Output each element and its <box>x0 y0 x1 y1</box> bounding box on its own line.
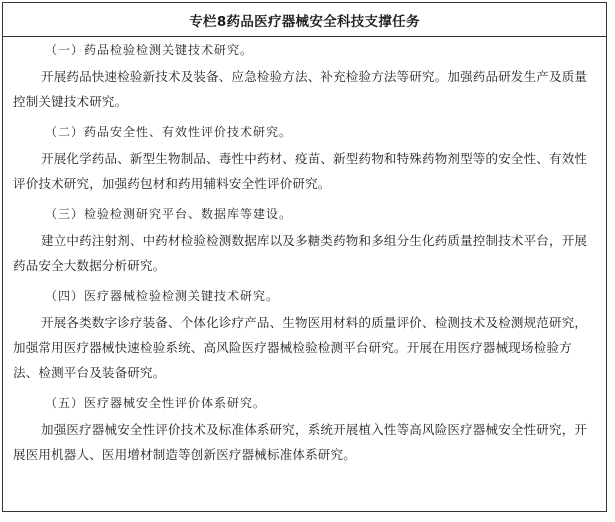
paragraph-line: 控制关键技术研究。 <box>13 94 128 109</box>
paragraph-line: 建立中药注射剂、中药材检验检测数据库以及多糖类药物和多组分生化药质量控制技术平台，开展 <box>41 233 588 248</box>
paragraph-line: 展医用机器人、医用增材制造等创新医疗器械标准体系研究。 <box>13 447 356 462</box>
column-content <box>3 37 606 467</box>
paragraph-line: 药品安全大数据分析研究。 <box>13 258 166 273</box>
section-5 <box>13 390 596 467</box>
paragraph-line: 开展各类数字诊疗装备、个体化诊疗产品、生物医用材料的质量评价、检测技术及检测规范研究， <box>41 315 588 330</box>
paragraph-line: 开展药品快速检验新技术及装备、应急检验方法、补充检验方法等研究。加强药品研发生产及质量 <box>41 69 588 84</box>
column-title: 专栏8药品医疗器械安全科技支撑任务 <box>3 3 606 37</box>
section-paragraph <box>13 417 596 467</box>
section-4 <box>13 283 596 385</box>
special-column-box <box>2 2 607 512</box>
section-3 <box>13 201 596 278</box>
section-paragraph <box>13 146 596 196</box>
section-paragraph <box>13 310 596 385</box>
paragraph-line: 加强常用医疗器械快速检验系统、高风险医疗器械检验检测平台研究。开展在用医疗器械现场检验方 <box>13 340 572 355</box>
section-1 <box>13 37 596 114</box>
section-paragraph <box>13 64 596 114</box>
section-heading: （二）药品安全性、有效性评价技术研究。 <box>45 125 293 139</box>
section-2 <box>13 119 596 196</box>
paragraph-line: 法、检测平台及装备研究。 <box>13 365 166 380</box>
section-paragraph <box>13 228 596 278</box>
section-heading: （五）医疗器械安全性评价体系研究。 <box>45 396 267 410</box>
paragraph-line: 评价技术研究，加强药包材和药用辅料安全性评价研究。 <box>13 176 331 191</box>
section-heading: （四）医疗器械检验检测关键技术研究。 <box>45 289 280 303</box>
paragraph-line: 开展化学药品、新型生物制品、毒性中药材、疫苗、新型药物和特殊药物剂型等的安全性、有效性 <box>41 151 588 166</box>
section-heading: （三）检验检测研究平台、数据库等建设。 <box>45 207 293 221</box>
section-heading: （一）药品检验检测关键技术研究。 <box>45 43 254 57</box>
paragraph-line: 加强医疗器械安全性评价技术及标准体系研究，系统开展植入性等高风险医疗器械安全性研究，开 <box>41 422 588 437</box>
